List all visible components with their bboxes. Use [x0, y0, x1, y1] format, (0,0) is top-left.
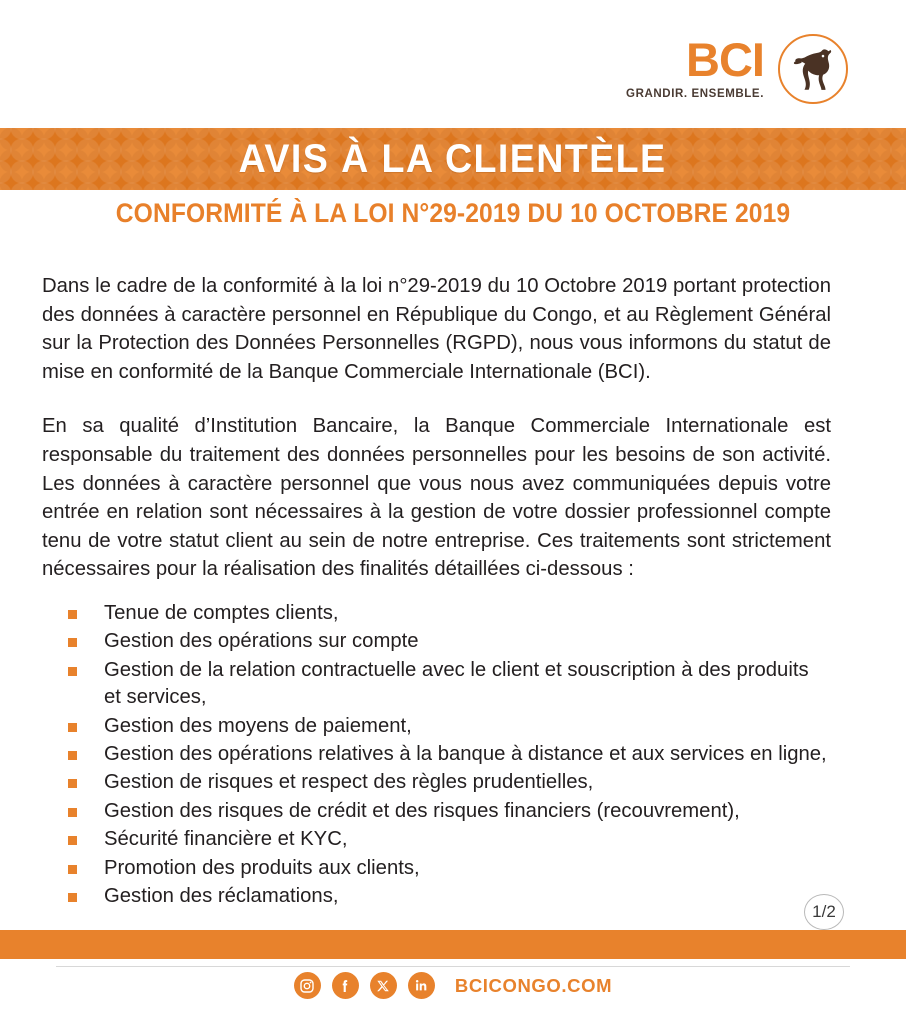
x-twitter-icon[interactable] [370, 972, 397, 999]
document-subtitle: CONFORMITÉ À LA LOI N°29-2019 DU 10 OCTOBRE 2019 [115, 198, 791, 228]
banner-title: AVIS À LA CLIENTÈLE [239, 136, 667, 181]
purposes-list [42, 600, 831, 910]
list-item: Promotion des produits aux clients, [68, 855, 831, 882]
logo-wordmark: BCI [686, 32, 764, 86]
list-item: Gestion de la relation contractuelle avec le client et souscription à des produits et services, [68, 657, 831, 712]
bci-logo [626, 34, 848, 104]
horse-icon [778, 34, 848, 104]
list-item: Gestion des moyens de paiement, [68, 713, 831, 740]
page-header [0, 0, 906, 128]
page-indicator: 1/2 [804, 894, 844, 930]
facebook-icon[interactable] [332, 972, 359, 999]
footer-orange-bar [0, 930, 906, 959]
list-item: Sécurité financière et KYC, [68, 826, 831, 853]
footer-divider [56, 966, 850, 967]
footer-website-url[interactable]: BCICONGO.COM [454, 974, 613, 996]
list-item: Tenue de comptes clients, [68, 600, 831, 627]
list-item: Gestion de risques et respect des règles prudentielles, [68, 769, 831, 796]
instagram-icon[interactable] [294, 972, 321, 999]
list-item: Gestion des opérations relatives à la banque à distance et aux services en ligne, [68, 741, 831, 768]
list-item: Gestion des réclamations, [68, 883, 831, 910]
title-banner [0, 128, 906, 190]
document-body [42, 272, 831, 911]
list-item: Gestion des risques de crédit et des risques financiers (recouvrement), [68, 798, 831, 825]
list-item: Gestion des opérations sur compte [68, 628, 831, 655]
footer-social-row [0, 972, 906, 999]
paragraph-1: Dans le cadre de la conformité à la loi n°29-2019 du 10 Octobre 2019 portant protection des données à caractère personnel en République du Congo, et au Règlement Général sur la Protection des Données Personnelles (RGPD), nous vous informons du statut de mise en conformité de la Banque Commerciale Internationale (BCI). [42, 275, 831, 383]
logo-text-group [626, 32, 764, 100]
logo-tagline: GRANDIR. ENSEMBLE. [626, 87, 764, 100]
paragraph-2: En sa qualité d’Institution Bancaire, la Banque Commerciale Internationale est responsable du traitement des données personnelles pour les besoins de son activité. Les données à caractère personnel que vous nous avez communiquées depuis votre entrée en relation sont nécessaires à la gestion de votre dossier professionnel compte tenu de votre statut client au sein de notre entreprise. Ces traitements sont strictement nécessaires pour la réalisation des finalités détaillées ci-dessous : [42, 415, 831, 581]
linkedin-icon[interactable] [408, 972, 435, 999]
